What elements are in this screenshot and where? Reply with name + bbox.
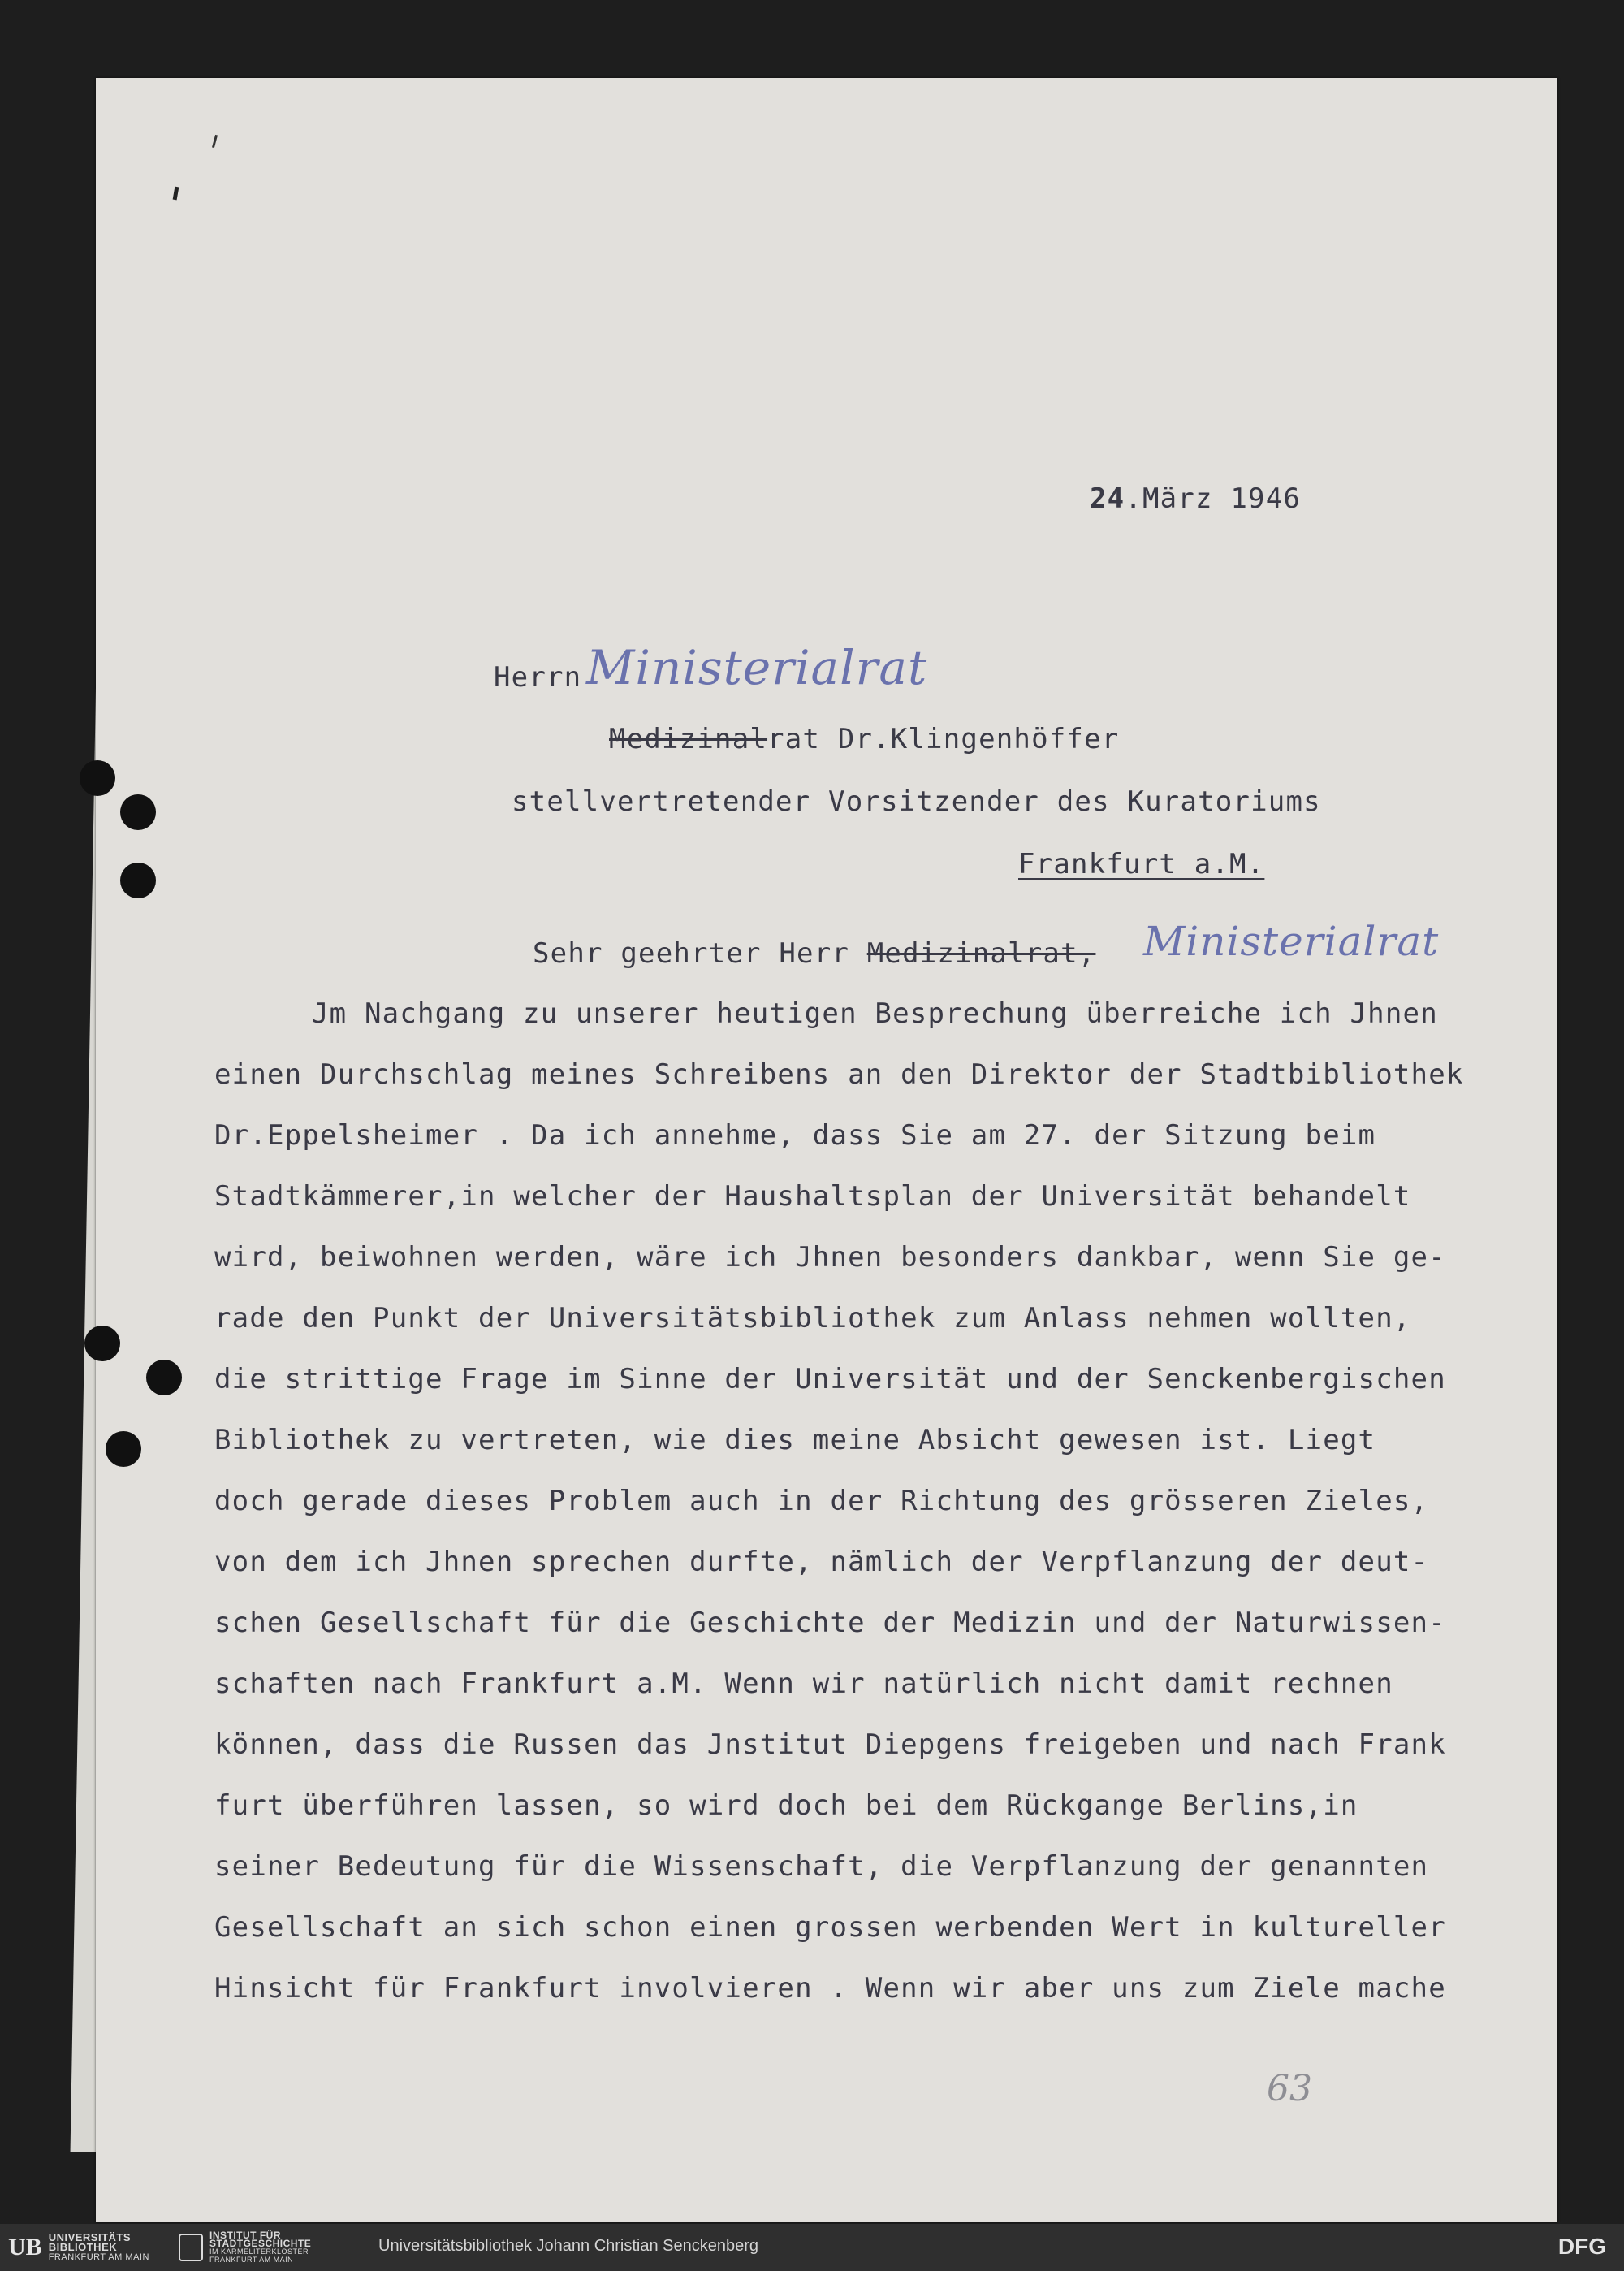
isg-logo[interactable] [179,2232,311,2263]
addressee-name: rat Dr.Klingenhöffer [767,723,1120,755]
ink-mark [212,135,218,148]
ub-logo-mark: UB [8,2234,42,2260]
ub-logo-line: BIBLIOTHEK [48,2241,118,2253]
greeting-prefix: Sehr geehrter Herr [533,937,867,970]
isg-logo-line: INSTITUT FÜR [209,2230,281,2241]
body-line: von dem ich Jhnen sprechen durfte, nämlich der Verpflanzung der deut- [214,1546,1429,1578]
punch-hole [106,1431,141,1467]
body-line: die strittige Frage im Sinne der Universität und der Senckenbergischen [214,1363,1446,1395]
body-line: doch gerade dieses Problem auch in der Richtung des grösseren Zieles, [214,1485,1429,1517]
letter-date [1090,482,1301,515]
greeting-struck-title: Medizinalrat, [866,937,1096,970]
addressee-salutation [494,661,581,694]
punch-hole [120,794,156,830]
folio-number: 63 [1267,2068,1312,2109]
dfg-logo[interactable]: DFG [1557,2234,1606,2259]
date-day: 24 [1090,482,1125,515]
isg-logo-line: STADTGESCHICHTE [209,2238,312,2249]
greeting-handwritten-title: Ministerialrat [1143,918,1440,965]
punch-hole [84,1326,120,1361]
body-line: rade den Punkt der Universitätsbibliothek zum Anlass nehmen wollten, [214,1302,1411,1334]
greeting-line [533,937,1095,970]
punch-hole [120,863,156,898]
ink-mark [173,187,179,201]
date-month-year: .März 1946 [1125,482,1302,515]
struck-title: Medizinal [609,723,768,755]
body-line: Hinsicht für Frankfurt involvieren . Wenn wir aber uns zum Ziele mache [214,1972,1446,2005]
addressee-position: stellvertretender Vorsitzender des Kuratoriums [512,785,1321,818]
handwritten-title-correction: Ministerialrat [586,640,928,695]
body-line: Bibliothek zu vertreten, wie dies meine Absicht gewesen ist. Liegt [214,1424,1376,1456]
body-line: schaften nach Frankfurt a.M. Wenn wir natürlich nicht damit rechnen [214,1668,1393,1700]
library-name-link[interactable]: Universitätsbibliothek Johann Christian Senckenberg [378,2237,759,2255]
ub-logo[interactable] [8,2232,149,2263]
body-line: Gesellschaft an sich schon einen grossen werbenden Wert in kultureller [214,1911,1446,1944]
body-line: schen Gesellschaft für die Geschichte der Medizin und der Naturwissen- [214,1607,1446,1639]
body-line: Jm Nachgang zu unserer heutigen Besprechung überreiche ich Jhnen [312,997,1438,1030]
ub-logo-line: UNIVERSITÄTS [48,2231,132,2243]
body-line: seiner Bedeutung für die Wissenschaft, die Verpflanzung der genannten [214,1850,1429,1883]
body-line: Dr.Eppelsheimer . Da ich annehme, dass Sie am 27. der Sitzung beim [214,1119,1376,1152]
isg-emblem-icon [179,2234,203,2261]
body-line: wird, beiwohnen werden, wäre ich Jhnen besonders dankbar, wenn Sie ge- [214,1241,1446,1274]
addressee-city: Frankfurt a.M. [1018,848,1265,880]
isg-logo-line: FRANKFURT AM MAIN [209,2256,294,2264]
body-line: einen Durchschlag meines Schreibens an den Direktor der Stadtbibliothek [214,1058,1464,1091]
punch-hole [146,1360,182,1395]
body-line: können, dass die Russen das Jnstitut Diepgens freigeben und nach Frank [214,1728,1446,1761]
viewer-footer [0,2224,1624,2271]
letter-page [96,78,1557,2222]
punch-hole [80,760,115,796]
isg-logo-line: IM KARMELITERKLOSTER [209,2247,309,2256]
body-line: furt überführen lassen, so wird doch bei dem Rückgange Berlins,in [214,1789,1358,1822]
ub-logo-line: FRANKFURT AM MAIN [48,2252,149,2262]
addressee-name-line [609,723,1119,755]
body-line: Stadtkämmerer,in welcher der Haushaltsplan der Universität behandelt [214,1180,1411,1213]
salutation-word: Herrn [494,661,582,694]
